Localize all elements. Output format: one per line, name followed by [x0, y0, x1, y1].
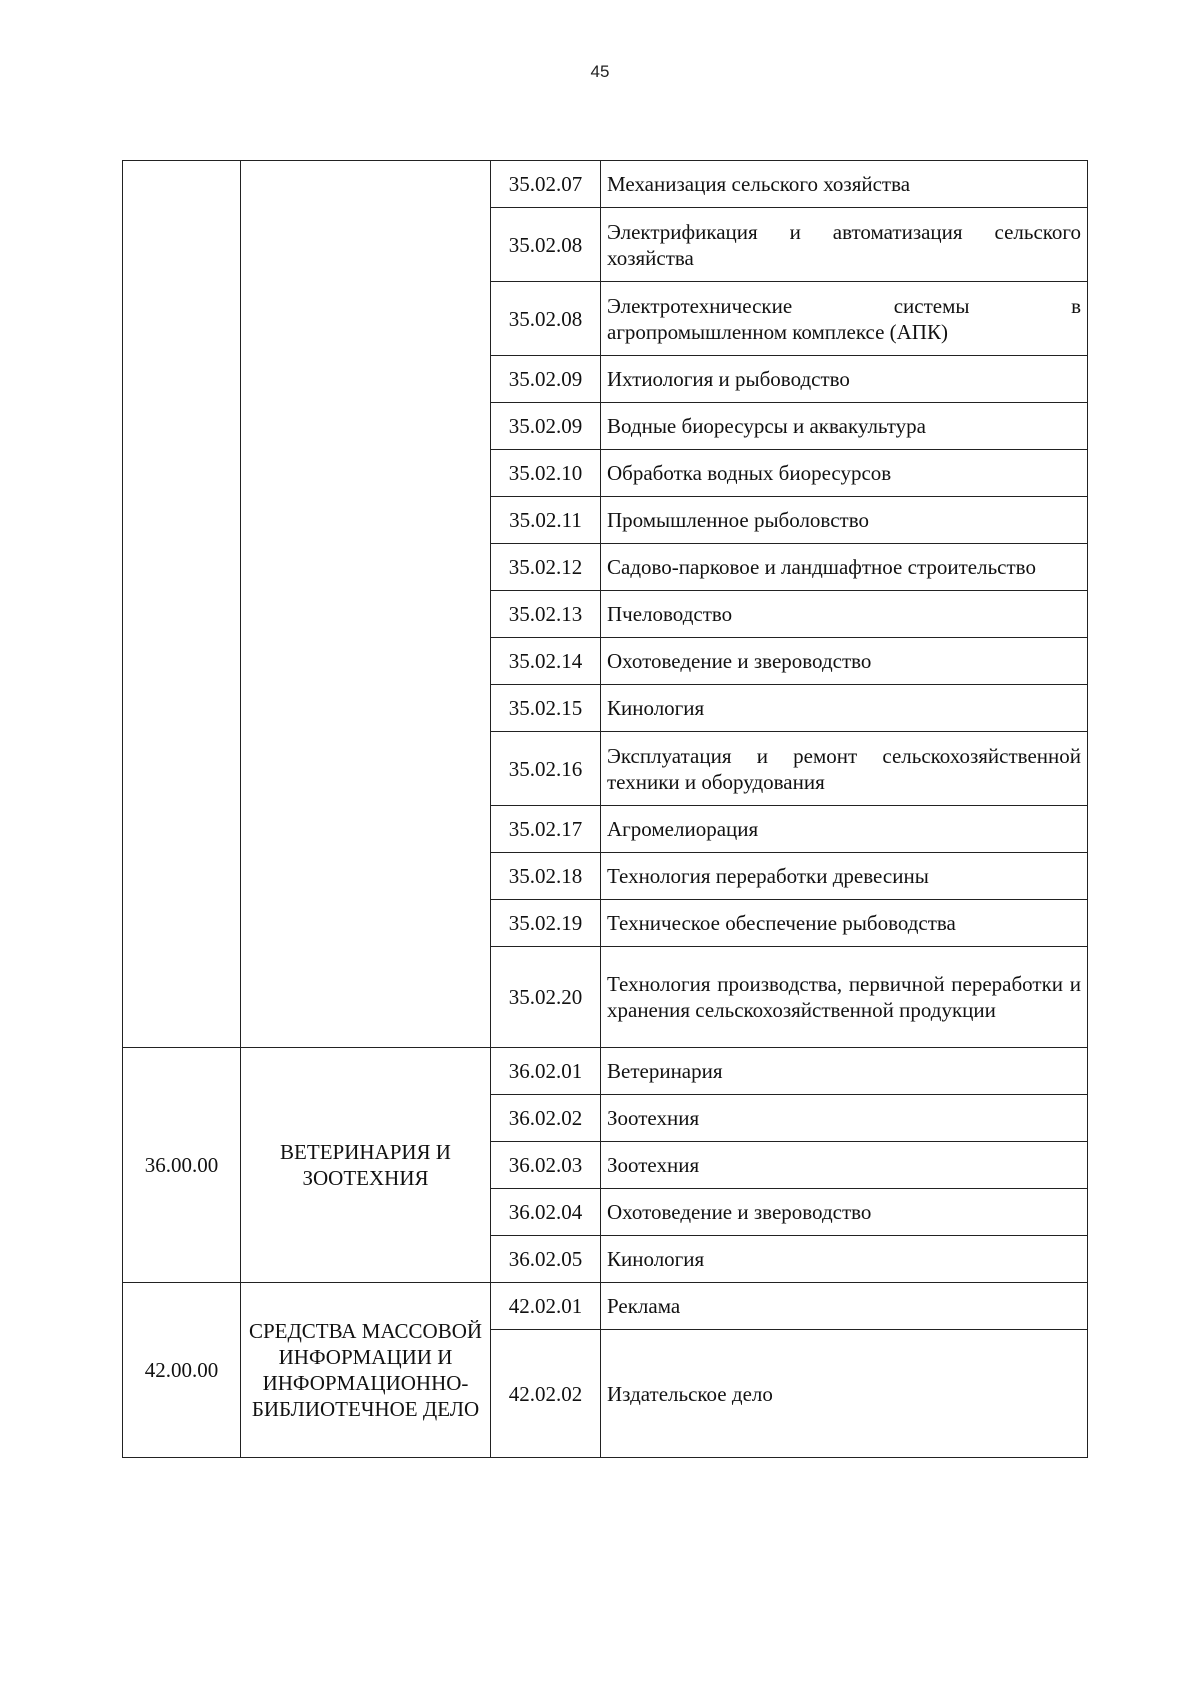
specialty-code: 35.02.17: [491, 806, 601, 853]
specialty-code: 36.02.04: [491, 1189, 601, 1236]
specialty-name: Садово-парковое и ландшафтное строительство: [601, 544, 1088, 591]
group-code-cell: 42.00.00: [123, 1283, 241, 1458]
specialty-name: Технология переработки древесины: [601, 853, 1088, 900]
table-row: [123, 1048, 1088, 1095]
group-code-cell: [123, 161, 241, 1048]
specialty-code: 36.02.05: [491, 1236, 601, 1283]
specialty-name: Электрификация и автоматизация сельского хозяйства: [601, 208, 1088, 282]
specialty-name-part: в: [1071, 293, 1081, 318]
specialty-name: Ветеринария: [601, 1048, 1088, 1095]
specialty-name: Пчеловодство: [601, 591, 1088, 638]
specialty-name: Промышленное рыболовство: [601, 497, 1088, 544]
specialty-name: Кинология: [601, 685, 1088, 732]
group-code-cell: 36.00.00: [123, 1048, 241, 1283]
specialty-code: 35.02.10: [491, 450, 601, 497]
page-number: 45: [590, 62, 610, 81]
specialty-code: 35.02.20: [491, 947, 601, 1048]
group-name-cell: ВЕТЕРИНАРИЯ И ЗООТЕХНИЯ: [241, 1048, 491, 1283]
specialty-name: [601, 282, 1088, 356]
table-row: [123, 161, 1088, 208]
specialty-name: Техническое обеспечение рыбоводства: [601, 900, 1088, 947]
specialty-name: Обработка водных биоресурсов: [601, 450, 1088, 497]
specialty-code: 35.02.09: [491, 403, 601, 450]
specialty-code: 35.02.13: [491, 591, 601, 638]
specialty-name-part: Электротехнические: [607, 293, 793, 318]
specialty-code: 42.02.02: [491, 1330, 601, 1458]
specialty-code: 36.02.02: [491, 1095, 601, 1142]
specialty-code: 35.02.08: [491, 282, 601, 356]
group-name-cell: СРЕДСТВА МАССОВОЙ ИНФОРМАЦИИ И ИНФОРМАЦИОННО-БИБЛИОТЕЧНОЕ ДЕЛО: [241, 1283, 491, 1458]
specialty-name-part: агропромышленном комплексе (АПК): [607, 319, 948, 344]
specialty-name: Эксплуатация и ремонт сельскохозяйственной техники и оборудования: [601, 732, 1088, 806]
specialty-code: 36.02.01: [491, 1048, 601, 1095]
specialty-name: Механизация сельского хозяйства: [601, 161, 1088, 208]
specialty-name: Водные биоресурсы и аквакультура: [601, 403, 1088, 450]
specialty-code: 35.02.19: [491, 900, 601, 947]
specialty-code: 35.02.18: [491, 853, 601, 900]
specialty-name: Реклама: [601, 1283, 1088, 1330]
specialty-code: 35.02.11: [491, 497, 601, 544]
specialty-name: Ихтиология и рыбоводство: [601, 356, 1088, 403]
specialty-code: 35.02.14: [491, 638, 601, 685]
specialties-table: [122, 160, 1088, 1458]
table-row: [123, 1283, 1088, 1330]
specialty-code: 35.02.07: [491, 161, 601, 208]
specialty-name: Агромелиорация: [601, 806, 1088, 853]
specialty-name: Охотоведение и звероводство: [601, 1189, 1088, 1236]
specialty-code: 35.02.12: [491, 544, 601, 591]
specialty-code: 35.02.09: [491, 356, 601, 403]
specialty-code: 42.02.01: [491, 1283, 601, 1330]
specialty-name-part: системы: [893, 293, 970, 318]
specialty-code: 35.02.15: [491, 685, 601, 732]
specialty-name: Кинология: [601, 1236, 1088, 1283]
group-name-cell: [241, 161, 491, 1048]
specialty-code: 36.02.03: [491, 1142, 601, 1189]
specialty-code: 35.02.08: [491, 208, 601, 282]
specialty-name: Зоотехния: [601, 1142, 1088, 1189]
specialty-name: Издательское дело: [601, 1330, 1088, 1458]
specialty-name: Технология производства, первичной переработки и хранения сельскохозяйственной продукции: [601, 947, 1088, 1048]
specialty-name: Охотоведение и звероводство: [601, 638, 1088, 685]
specialty-code: 35.02.16: [491, 732, 601, 806]
specialty-name: Зоотехния: [601, 1095, 1088, 1142]
